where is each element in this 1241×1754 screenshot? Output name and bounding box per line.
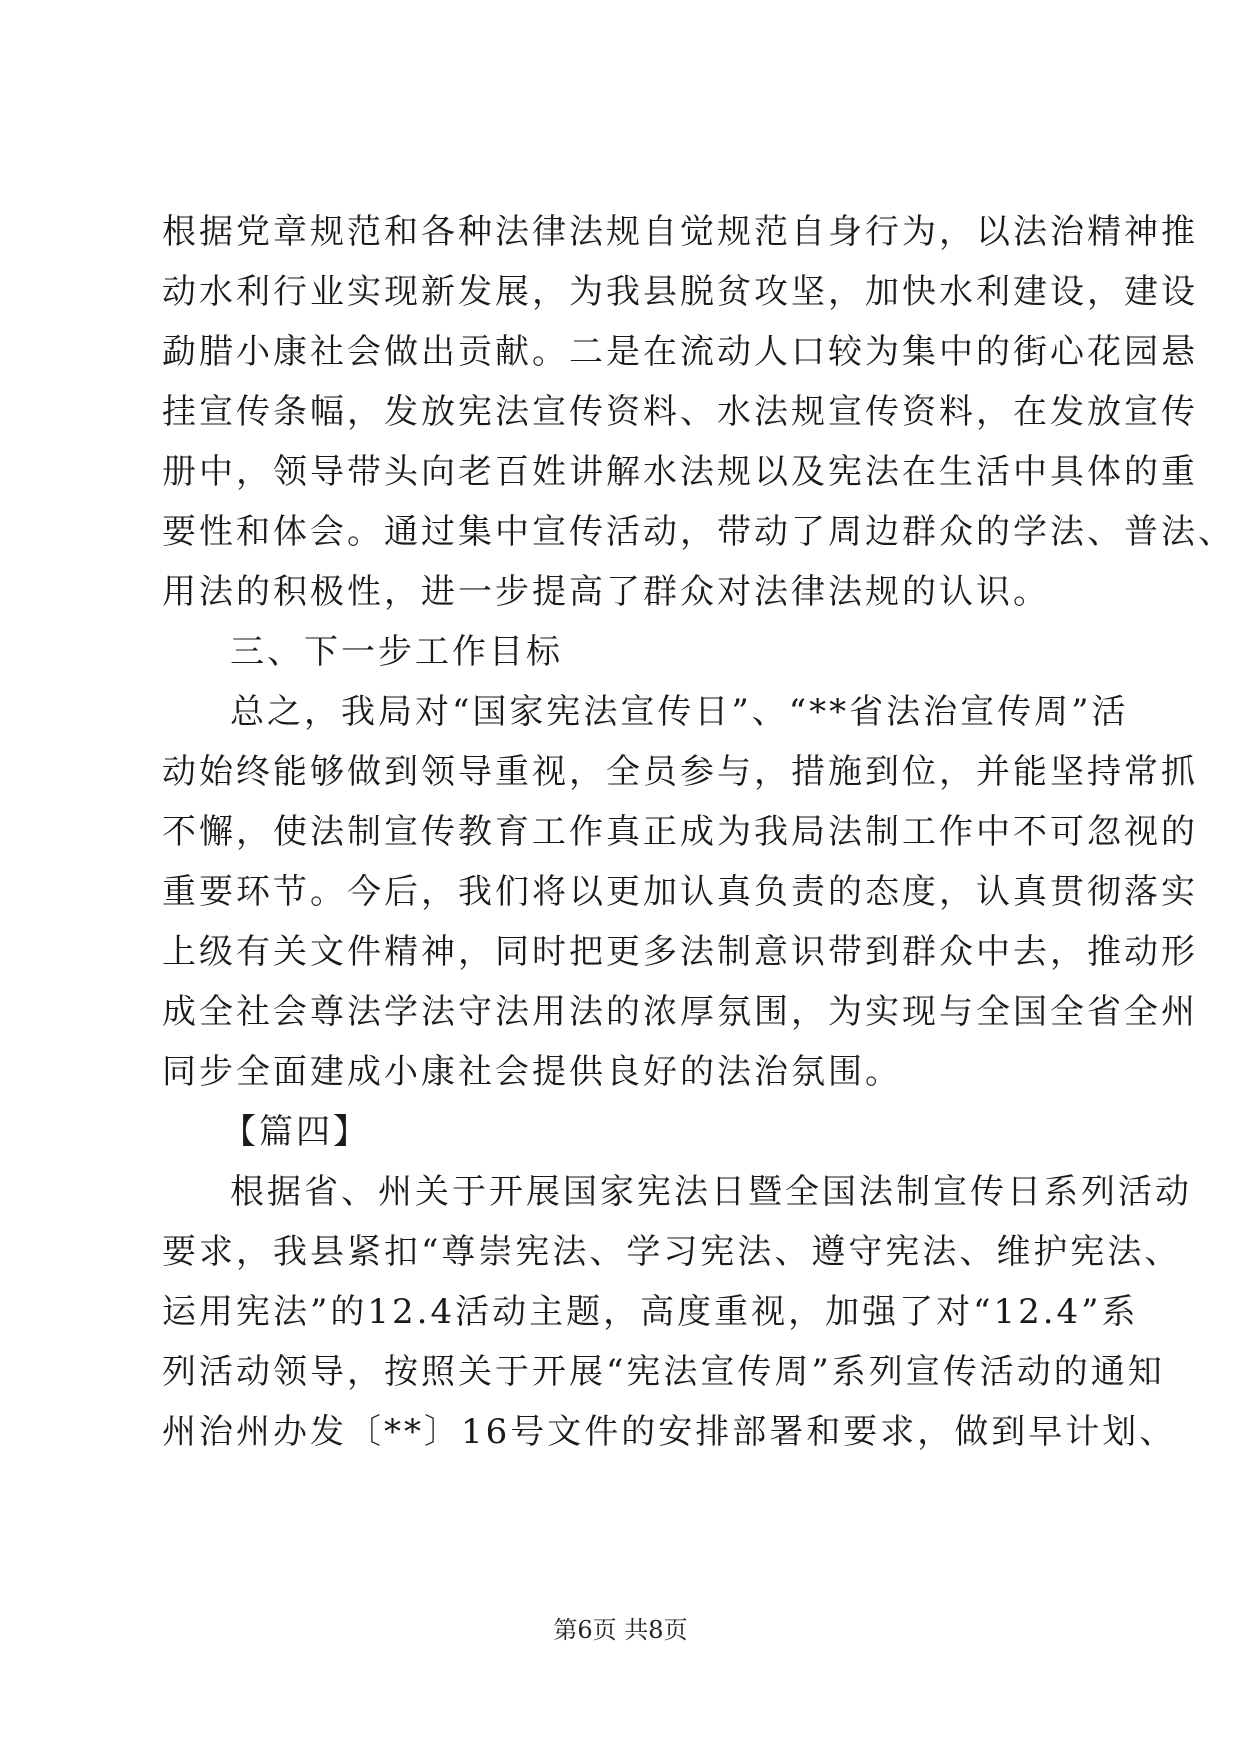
paragraph-line: 动始终能够做到领导重视，全员参与，措施到位，并能坚持常抓 [162,752,1198,792]
paragraph-line: 同步全面建成小康社会提供良好的法治氛围。 [162,1052,902,1092]
paragraph-line: 根据党章规范和各种法律法规自觉规范自身行为，以法治精神推 [162,212,1198,252]
page-number-footer: 第6页 共8页 [553,1616,688,1644]
paragraph-line: 册中，领导带头向老百姓讲解水法规以及宪法在生活中具体的重 [162,452,1198,492]
section-title: 【篇四】 [222,1112,370,1152]
paragraph-line: 重要环节。今后，我们将以更加认真负责的态度，认真贯彻落实 [162,872,1198,912]
paragraph-line: 总之，我局对“国家宪法宣传日”、“**省法治宣传周”活 [230,692,1129,732]
paragraph-line: 上级有关文件精神，同时把更多法制意识带到群众中去，推动形 [162,932,1198,972]
paragraph-line: 要性和体会。通过集中宣传活动，带动了周边群众的学法、普法、 [162,512,1235,552]
paragraph-line: 挂宣传条幅，发放宪法宣传资料、水法规宣传资料，在发放宣传 [162,392,1198,432]
paragraph-line: 成全社会尊法学法守法用法的浓厚氛围，为实现与全国全省全州 [162,992,1198,1032]
paragraph-line: 勐腊小康社会做出贡献。二是在流动人口较为集中的街心花园悬 [162,332,1198,372]
paragraph-line: 动水利行业实现新发展，为我县脱贫攻坚，加快水利建设，建设 [162,272,1198,312]
paragraph-line: 列活动领导，按照关于开展“宪法宣传周”系列宣传活动的通知 [162,1352,1165,1392]
paragraph-line: 根据省、州关于开展国家宪法日暨全国法制宣传日系列活动 [230,1172,1192,1212]
paragraph-line: 用法的积极性，进一步提高了群众对法律法规的认识。 [162,572,1050,612]
paragraph-line: 运用宪法”的12.4活动主题，高度重视，加强了对“12.4”系 [162,1292,1139,1332]
section-heading: 三、下一步工作目标 [230,632,563,672]
paragraph-line: 要求，我县紧扣“尊崇宪法、学习宪法、遵守宪法、维护宪法、 [162,1232,1182,1272]
paragraph-line: 不懈，使法制宣传教育工作真正成为我局法制工作中不可忽视的 [162,812,1198,852]
paragraph-line: 州治州办发〔**〕16号文件的安排部署和要求，做到早计划、 [162,1412,1177,1452]
